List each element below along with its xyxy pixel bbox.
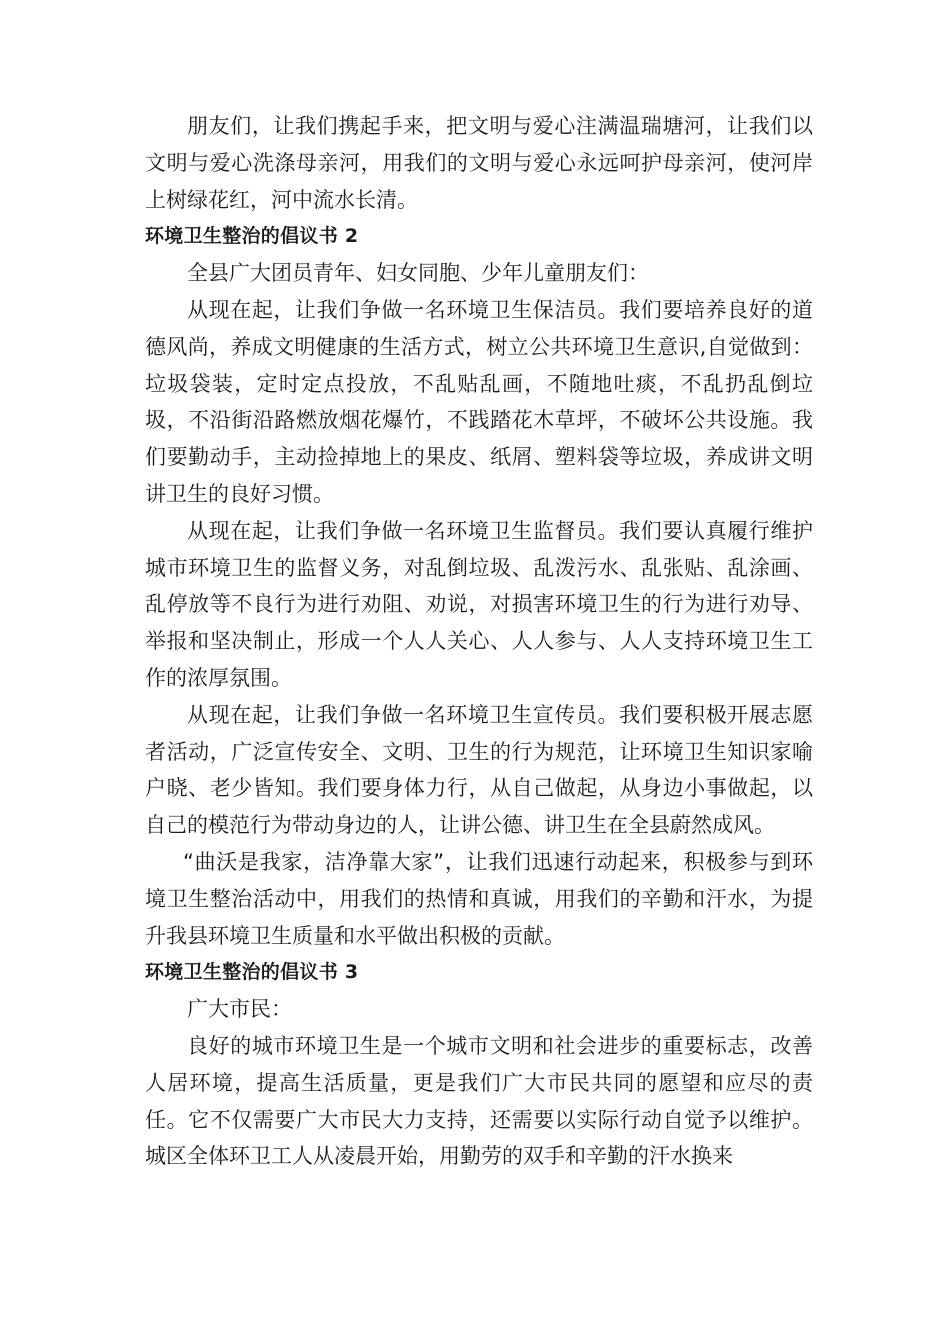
paragraph: 从现在起，让我们争做一名环境卫生监督员。我们要认真履行维护城市环境卫生的监督义务，对乱倒垃圾、乱泼污水、乱张贴、乱涂画、乱停放等不良行为进行劝阻、劝说，对损害环境卫生的行为进行劝导、举报和坚决制止，形成一个人人关心、人人参与、人人支持环境卫生工作的浓厚氛围。 (145, 518, 813, 690)
paragraph: 良好的城市环境卫生是一个城市文明和社会进步的重要标志，改善人居环境，提高生活质量，更是我们广大市民共同的愿望和应尽的责任。它不仅需要广大市民大力支持，还需要以实际行动自觉予以维护。城区全体环卫工人从凌晨开始，用勤劳的双手和辛勤的汗水换来 (145, 1033, 813, 1169)
section-heading: 环境卫生整治的倡议书 3 (145, 961, 359, 984)
document-page (145, 108, 813, 1175)
salutation: 全县广大团员青年、妇女同胞、少年儿童朋友们： (187, 261, 649, 286)
paragraph: “曲沃是我家，洁净靠大家”，让我们迅速行动起来，积极参与到环境卫生整治活动中，用我们的热情和真诚，用我们的辛勤和汗水，为提升我县环境卫生质量和水平做出积极的贡献。 (145, 849, 813, 948)
paragraph: 从现在起，让我们争做一名环境卫生保洁员。我们要培养良好的道德风尚，养成文明健康的生活方式，树立公共环境卫生意识,自觉做到：垃圾袋装，定时定点投放，不乱贴乱画，不随地吐痰，不乱扔乱倒垃圾，不沿街沿路燃放烟花爆竹，不践踏花木草坪，不破坏公共设施。我们要勤动手，主动捡掉地上的果皮、纸屑、塑料袋等垃圾，养成讲文明讲卫生的良好习惯。 (145, 297, 813, 506)
paragraph: 朋友们，让我们携起手来，把文明与爱心注满温瑞塘河，让我们以文明与爱心洗涤母亲河，用我们的文明与爱心永远呵护母亲河，使河岸上树绿花红，河中流水长清。 (145, 114, 813, 212)
salutation: 广大市民： (187, 997, 292, 1022)
paragraph: 从现在起，让我们争做一名环境卫生宣传员。我们要积极开展志愿者活动，广泛宣传安全、文明、卫生的行为规范，让环境卫生知识家喻户晓、老少皆知。我们要身体力行，从自己做起，从身边小事做起，以自己的模范行为带动身边的人，让讲公德、讲卫生在全县蔚然成风。 (145, 702, 813, 838)
section-heading: 环境卫生整治的倡议书 2 (145, 225, 359, 248)
